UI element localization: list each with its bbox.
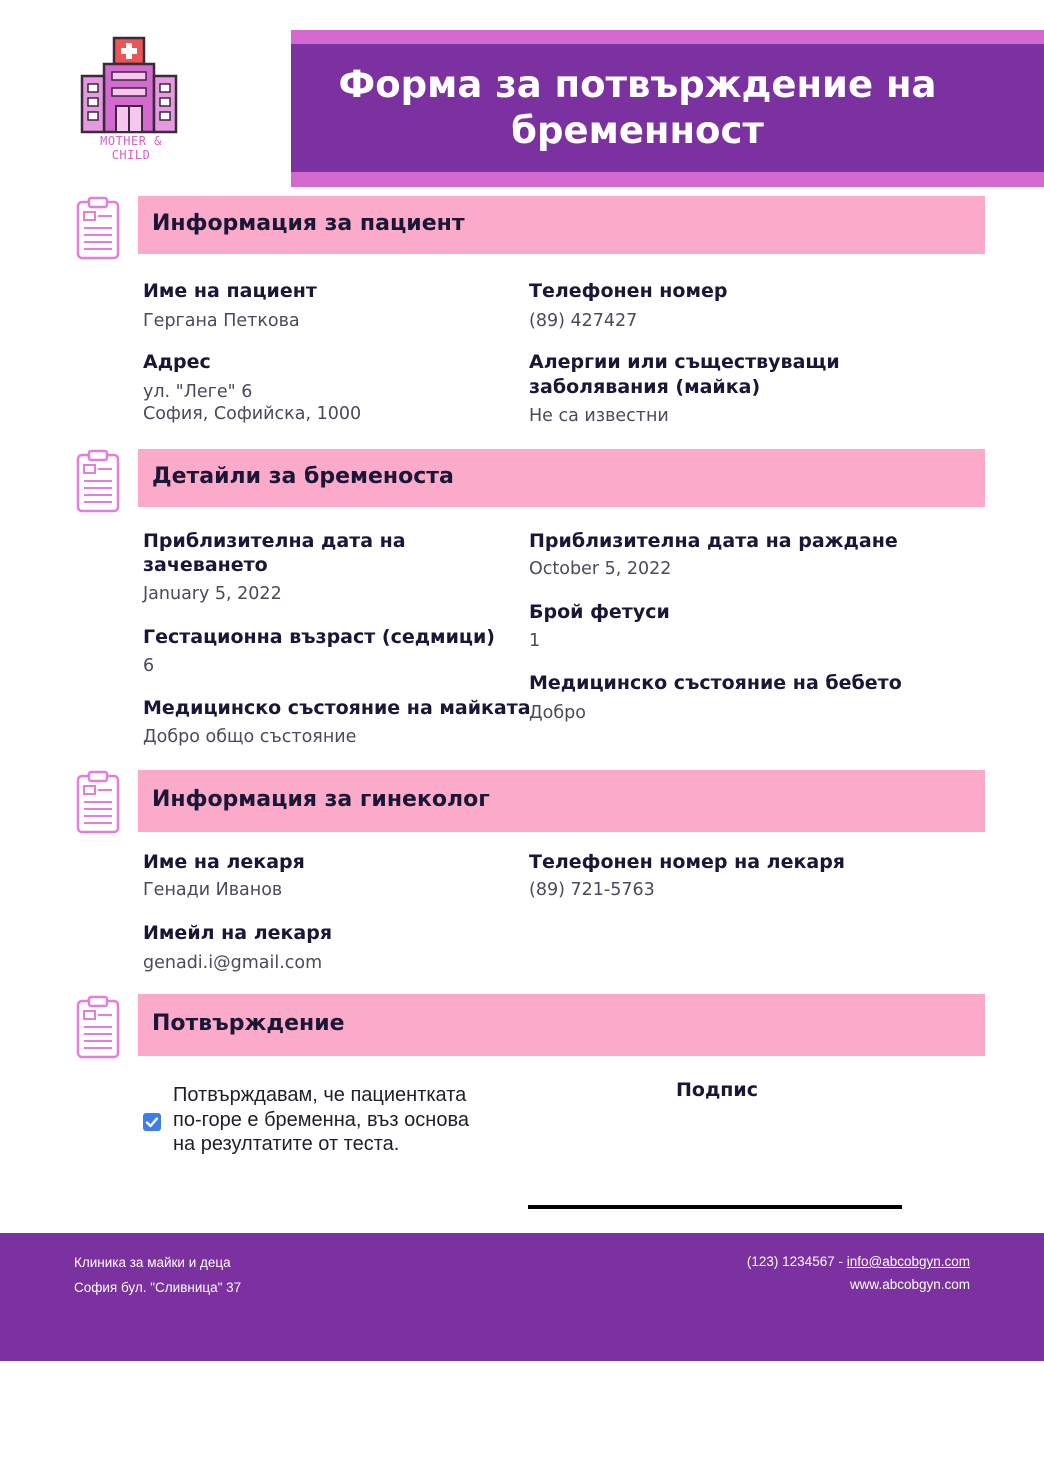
baby-condition-value: Добро xyxy=(529,703,586,723)
doctor-phone-label: Телефонен номер на лекаря xyxy=(529,851,846,873)
conception-value: January 5, 2022 xyxy=(143,584,282,604)
patient-name-label: Име на пациент xyxy=(143,280,317,302)
fetus-count-label: Брой фетуси xyxy=(529,601,670,623)
confirmation-line: Потвърждавам, че пациентката xyxy=(173,1084,467,1106)
hospital-building-icon xyxy=(78,36,184,134)
page-title: Форма за потвърждение на бременност xyxy=(338,63,937,152)
clipboard-icon xyxy=(76,196,120,260)
gestational-age-value: 6 xyxy=(143,656,155,676)
section-title: Информация за пациент xyxy=(152,211,465,236)
doctor-name-label: Име на лекаря xyxy=(143,851,305,873)
confirmation-text xyxy=(173,1083,513,1157)
footer-clinic-address: София бул. "Сливница" 37 xyxy=(74,1280,242,1295)
patient-address-label: Адрес xyxy=(143,351,211,373)
checkmark-icon xyxy=(143,1113,161,1131)
clipboard-icon xyxy=(76,770,120,834)
due-date-label: Приблизителна дата на раждане xyxy=(529,530,898,552)
title-bar-top-stripe xyxy=(291,30,1044,44)
footer-phone: (123) 1234567 - xyxy=(746,1254,847,1269)
clinic-logo xyxy=(78,36,184,162)
confirmation-checkbox[interactable] xyxy=(143,1113,161,1131)
patient-phone-value: (89) 427427 xyxy=(529,311,638,331)
footer-email-link[interactable]: info@abcobgyn.com xyxy=(846,1254,970,1269)
confirmation-line: по-горе е бременна, въз основа xyxy=(173,1108,469,1131)
section-header-patient xyxy=(138,196,985,254)
allergies-label-line2: заболявания (майка) xyxy=(529,376,761,398)
signature-label: Подпис xyxy=(676,1079,759,1101)
section-header-confirmation xyxy=(138,994,985,1056)
due-date-value: October 5, 2022 xyxy=(529,559,672,579)
allergies-value: Не са известни xyxy=(529,406,669,426)
clipboard-icon xyxy=(76,995,120,1059)
doctor-phone-value: (89) 721-5763 xyxy=(529,880,655,900)
section-title: Детайли за бременоста xyxy=(152,464,454,489)
baby-condition-label: Медицинско състояние на бебето xyxy=(529,672,902,694)
section-header-pregnancy xyxy=(138,449,985,507)
allergies-label-line1: Алергии или съществуващи xyxy=(529,351,840,373)
footer-website[interactable]: www.abcobgyn.com xyxy=(849,1277,970,1292)
doctor-name-value: Генади Иванов xyxy=(143,880,283,900)
title-bar xyxy=(291,44,1044,172)
patient-address-line1: ул. "Леге" 6 xyxy=(143,382,253,402)
patient-address-line2: София, Софийска, 1000 xyxy=(143,404,362,424)
mother-condition-label: Медицинско състояние на майката xyxy=(143,697,531,719)
patient-name-value: Гергана Петкова xyxy=(143,311,300,331)
footer-contact xyxy=(747,1252,970,1272)
mother-condition-value: Добро общо състояние xyxy=(143,727,357,747)
signature-line[interactable] xyxy=(528,1205,902,1209)
section-title: Потвърждение xyxy=(152,1011,345,1036)
logo-text: MOTHER & CHILD xyxy=(100,134,162,162)
gestational-age-label: Гестационна възраст (седмици) xyxy=(143,626,495,648)
fetus-count-value: 1 xyxy=(529,631,541,651)
footer xyxy=(0,1233,1044,1361)
doctor-email-label: Имейл на лекаря xyxy=(143,922,333,944)
doctor-email-value: genadi.i@gmail.com xyxy=(143,953,323,973)
section-header-gynecologist xyxy=(138,770,985,832)
title-bar-bottom-stripe xyxy=(291,172,1044,187)
conception-label-line1: Приблизителна дата на xyxy=(143,530,406,552)
footer-clinic-name: Клиника за майки и деца xyxy=(74,1255,231,1270)
clipboard-icon xyxy=(76,449,120,513)
confirmation-line: на резултатите от теста. xyxy=(173,1133,400,1155)
section-title: Информация за гинеколог xyxy=(152,787,490,812)
patient-phone-label: Телефонен номер xyxy=(529,280,728,302)
conception-label-line2: зачеването xyxy=(143,554,268,576)
